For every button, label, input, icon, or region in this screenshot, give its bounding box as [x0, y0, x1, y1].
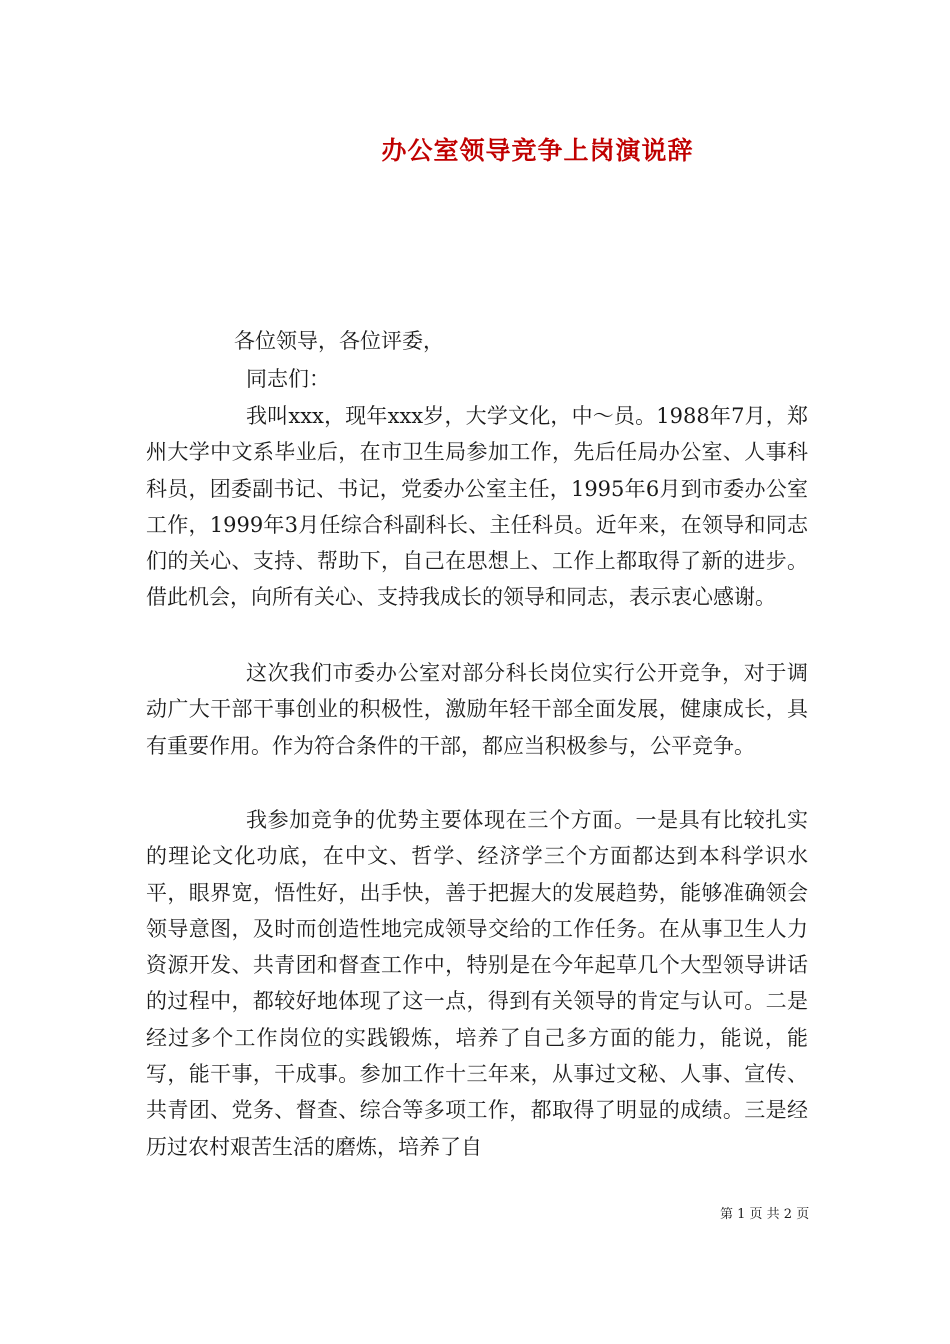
salutation-leaders: 各位领导，各位评委， — [234, 329, 444, 353]
document-title: 办公室领导竞争上岗演说辞 — [381, 136, 694, 165]
paragraph-introduction: 我叫xxx，现年xxx岁，大学文化，中～员。1988年7月，郑州大学中文系毕业后，在市卫生局参加工作，先后任局办公室、人事科科员，团委副书记、书记，党委办公室主任，1995年6月到市委办公室工作，1999年3月任综合科副科长、主任科员。近年来，在领导和同志们的关心、支持、帮助下，自己在思想上、工作上都取得了新的进步。借此机会，向所有关心、支持我成长的领导和同志，表示衷心感谢。 — [146, 404, 808, 610]
paragraph-advantages: 我参加竞争的优势主要体现在三个方面。一是具有比较扎实的理论文化功底，在中文、哲学、经济学三个方面都达到本科学识水平，眼界宽，悟性好，出手快，善于把握大的发展趋势，能够准确领会领导意图，及时而创造性地完成领导交给的工作任务。在从事卫生人力资源开发、共青团和督查工作中，特别是在今年起草几个大型领导讲话的过程中，都较好地体现了这一点，得到有关领导的肯定与认可。二是经过多个工作岗位的实践锻炼，培养了自己多方面的能力，能说，能写，能干事，干成事。参加工作十三年来，从事过文秘、人事、宣传、共青团、党务、督查、综合等多项工作，都取得了明显的成绩。三是经历过农村艰苦生活的磨炼，培养了自 — [146, 808, 808, 1159]
page-number-footer: 第 1 页 共 2 页 — [720, 1207, 810, 1222]
paragraph-competition: 这次我们市委办公室对部分科长岗位实行公开竞争，对于调动广大干部干事创业的积极性，激励年轻干部全面发展，健康成长，具有重要作用。作为符合条件的干部，都应当积极参与，公平竞争。 — [146, 661, 808, 758]
salutation-comrades: 同志们： — [246, 367, 330, 391]
